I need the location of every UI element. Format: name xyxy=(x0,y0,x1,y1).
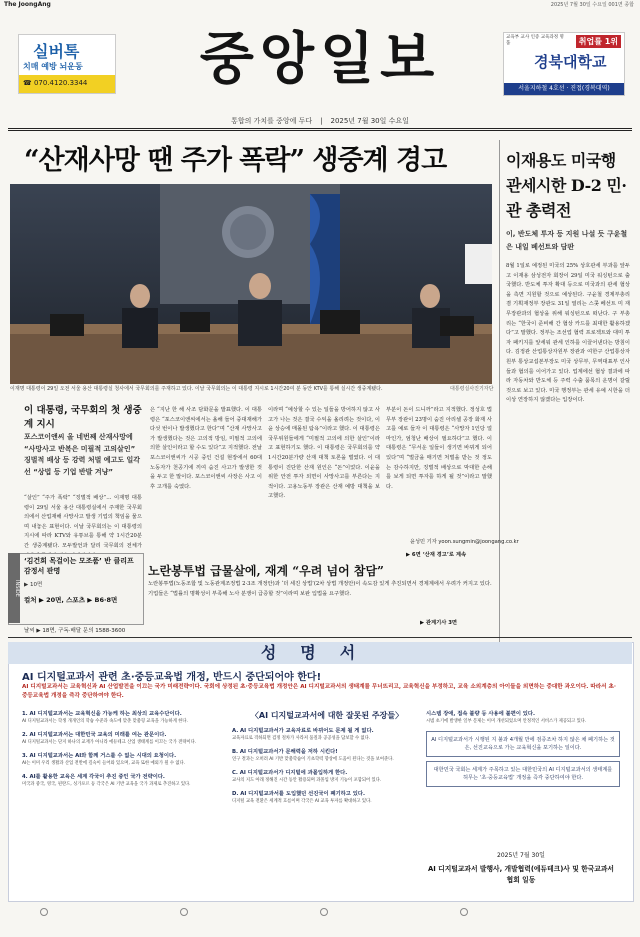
ad-silvertalk-tagline: 치매 예방 뇌운동 xyxy=(23,62,83,71)
registration-mark-icon xyxy=(460,908,468,916)
statement-point-body: AI 디지털교과서는 단지 하나의 교재가 아니라 에듀테크 산업 생태계를 이끄는 국가 전략이다. xyxy=(22,740,197,745)
lead-continue-link[interactable]: ▶ 6면 ‘산재 경고’로 계속 xyxy=(406,552,467,558)
statement-callout-1: AI 디지털교과서가 시행된 지 불과 4개월 만에 검증조차 하지 않은 채 폐기하는 것은, 선진교육으로 가는 교육혁신을 포기하는 일이다. xyxy=(426,731,620,757)
cabinet-meeting-photo xyxy=(10,184,492,384)
masthead-rule xyxy=(8,128,632,129)
statement-myth-heading: D. AI 디지털교과서를 도입했던 선진국이 폐기하고 있다. xyxy=(232,791,366,797)
statement-myth xyxy=(232,769,422,784)
statement-myth xyxy=(232,790,422,805)
statement-myth-heading: 시스템 장애, 접속 불량 등 사용에 불편이 있다. xyxy=(426,711,536,717)
statement-myths-heading: 〈AI 디지털교과서에 대한 잘못된 주장들〉 xyxy=(250,711,404,720)
statement-myth xyxy=(426,710,620,725)
statement-myth-body: 교사의 지도 아래 정해진 시간 동안 활용되며 과몰입 방지 기능이 포함되어 있다. xyxy=(232,778,382,783)
statement-myth-body: 교육자료로 격하되면 검정 절차가 사라져 품질과 공공성을 담보할 수 없다. xyxy=(232,736,371,741)
statement-myth xyxy=(232,727,422,742)
statement-myth-body: 시범 초기에 발생한 일부 문제는 이미 개선되었으며 안정적인 서비스가 제공되고 있다. xyxy=(426,719,587,724)
statement-myth-heading: B. AI 디지털교과서가 문해력을 저하 시킨다! xyxy=(232,749,338,755)
statement-point xyxy=(22,773,222,788)
second-story-headline[interactable]: 노란봉투법 급물살에, 재계 “우려 넘어 참담” xyxy=(148,564,384,578)
statement-myth-heading: C. AI 디지털교과서가 디지털에 과몰입하게 한다. xyxy=(232,770,348,776)
masthead-title[interactable]: 중앙일보 xyxy=(199,27,441,92)
lead-subhead: 포스코이앤씨 올 네번째 산재사망에 “사망사고 반복은 미필적 고의살인” 징벌적 배상 등 강력 처벌 예고도 일각선 “상법 등 기업 반발 겨냥” xyxy=(24,433,141,476)
ad-university[interactable] xyxy=(503,32,625,96)
issue-date: 2025년 7월 30일 수요일 xyxy=(330,117,409,125)
slogan-text: 통합의 가치를 중앙에 두다 xyxy=(231,117,313,125)
right-story-subhead: 이, 반도체 투자 등 지원 나설 듯 구윤철은 내일 베선트와 담판 xyxy=(506,230,628,251)
statement-signer: AI 디지털교과서 발행사, 개발협력(에듀테크)사 및 한국교과서협회 일동 xyxy=(428,865,614,884)
lead-body-col1: “살인” “주가 폭락” “징벌적 배상”… 이재명 대통령이 29일 서울 용산 대통령실에서 주재한 국무회의에서 산업재해 사망사고 발생 기업의 책임을 물으며 내놓은 표현이다. 이날 국무회의는 이 대통령의 지시에 따라 KTV와 유튜브를 통해 약 1시간20분간 생중계됐다. 모두발언과 달리 국무회의 전체가 xyxy=(24,495,142,549)
statement-myth-heading: A. AI 디지털교과서가 교육자료로 바뀌어도 문제 될 게 없다. xyxy=(232,728,374,734)
photo-credit: 대통령실사진기자단 xyxy=(450,386,494,392)
main-headline[interactable]: “산재사망 땐 주가 폭락” 생중계 경고 xyxy=(24,145,447,176)
statement-myth-body: 디지털 교육 전환은 세계적 흐름이며 각국은 AI 교육 투자를 확대하고 있다. xyxy=(232,799,372,804)
statement-right xyxy=(426,710,620,787)
statement-callout-2: 대한민국 국회는 세계가 주목하고 있는 대한민국의 AI 디지털교과서의 생태계를 허무는 ‘초·중등교육법’ 개정을 즉각 중단하여야 한다. xyxy=(426,761,620,787)
right-story-headline[interactable]: 이재용도 미국행 관세시한 D-2 민·관 총력전 xyxy=(506,151,627,220)
lead-title[interactable]: 이 대통령, 국무회의 첫 생중계 지시 xyxy=(24,405,142,430)
statement-point-heading: 3. AI 디지털교과서는 AI와 함께 거스를 수 없는 시대의 요청이다. xyxy=(22,753,177,759)
statement-myth xyxy=(232,748,422,763)
registration-mark-icon xyxy=(40,908,48,916)
masthead-slogan: 통합의 가치를 중앙에 두다 | 2025년 7월 30일 수요일 xyxy=(231,117,409,125)
masthead-rule-2 xyxy=(8,130,632,131)
statement-point-heading: 1. AI 디지털교과서는 교육혁신을 가능케 하는 최상의 교육수단이다. xyxy=(22,711,182,717)
ad-university-footer: 서울지하철 4호선 · 진접(경복대역) xyxy=(504,83,624,95)
statement-title: 성명서 xyxy=(8,642,632,664)
lead-body-col3: 이라며 “예상할 수 있는 일들을 방어하지 않고 사고가 나는 것은 결국 수익을 올리려는 것이다, 이윤 상승에 매몰된 탐욕”이라고 했다. 이 대통령은 국무위원들에게 “미필적 고의에 의한 살인”이라고 표현하기도 했다. 이 대통령은 국무회의를 약 1시간20분가량 산재 대책 토론을 벌였다. 이 대통령이 진단한 산재 원인은 “돈”이었다. 이윤을 위한 안전 투자 외면이 사망사고를 부른다는 지적이다. 고용노동부 장관은 산재 예방 대책을 보고했다. xyxy=(268,407,380,500)
second-story-body: 노란봉투법(노동조합 및 노동관계조정법 2·3조 개정안)과 ‘더 세진 상법’(2차 상법 개정안)이 속도감 있게 추진되면서 경제계에서 우려가 커지고 있다. 기업들은 “법률의 명확성이 부족해 노사 분쟁이 급증할 것”이라며 보완 입법을 요구했다. xyxy=(148,581,492,597)
photo-illustration xyxy=(10,184,492,384)
statement-heading: AI 디지털교과서 관련 초·중등교육법 개정, 반드시 중단되어야 한다! xyxy=(22,672,322,683)
registration-mark-icon xyxy=(320,908,328,916)
inside-item-2[interactable]: 컬처 ▶ 20면, 스포츠 ▶ B6·8면 xyxy=(24,596,118,604)
inside-item-1-page: ▶ 10면 xyxy=(24,582,43,588)
statement-point-heading: 4. AI를 활용한 교육은 세계 각국이 추진 중인 국가 전략이다. xyxy=(22,774,165,780)
weather-and-subscription: 날씨 ▶ 18면, 구독·배달 문의 1588-3600 xyxy=(24,628,126,634)
inside-label: INSIDE xyxy=(8,553,20,623)
statement-intro: AI 디지털교과서는 교육혁신과 AI 산업발전을 이끄는 국가 미래전략이다. 국회에 상정된 초·중등교육법 개정안은 AI 디지털교과서의 생태계를 무너뜨리고, 교육혁신을 부정하고, 교육 소외계층의 아이들을 외면하는 중대한 과오이다. 따라서 초·중등교육법 개정을 즉각 중단하여야 한다. xyxy=(22,684,617,699)
statement-point xyxy=(22,731,222,746)
statement-point xyxy=(22,752,222,767)
ad-silvertalk-brand: 실버톡 xyxy=(33,42,80,61)
ad-university-line: 교육부 교사 인증 교육과정 명품 xyxy=(506,35,564,46)
print-marks xyxy=(0,906,640,918)
right-story-body: 8월 1일로 예정된 미국의 25% 상호관세 부과를 앞두고 이재용 삼성전자 회장이 29일 미국 워싱턴으로 출국했다. 반도체 투자 확대 등으로 미국과의 관세 협상을 측면 지원할 것으로 예상된다. 구윤철 경제부총리 겸 기획재정부 장관도 31일 열리는 스콧 베선트 미 재무장관과의 협상을 위해 워싱턴으로 떠난다. 구 부총리는 “한국이 준비해 간 협상 카드를 최대한 활용하겠다”고 말했다. 정부는 조선업 협력 프로젝트와 대미 투자 패키지를 앞세워 관세 인하를 이끌어낸다는 방침이다. 김정관 산업통상자원부 장관과 여한구 산업통상자원부 통상교섭본부장도 미국 상무부, 무역대표부 인사들과 협의를 이어가고 있다. 업계에선 협상 결과에 따라 자동차와 반도체 등 주력 수출 품목의 운명이 갈릴 것으로 보고 있다. 미국 행정부는 관세 유예 시한을 더 이상 연장하지 않겠다는 입장이다. xyxy=(506,263,630,404)
statement-points xyxy=(22,710,222,794)
statement-myth-body: 연구 결과는 오히려 AI 기반 맞춤학습이 기초학력 향상에 도움이 된다는 것을 보여준다. xyxy=(232,757,394,762)
statement-point-body: 미국과 중국, 영국, 핀란드, 싱가포르 등 각국은 AI 기반 교육을 국가 과제로 추진하고 있다. xyxy=(22,782,191,787)
inside-item-1[interactable]: ‘김건희 목걸이는 모조품’ 반 클리프 감정서 판명 xyxy=(24,557,134,575)
ad-silvertalk[interactable] xyxy=(18,34,116,94)
statement-point-body: AI는 이미 우리 생활과 산업 전반에 깊숙이 들어와 있으며, 교육 또한 예외가 될 수 없다. xyxy=(22,761,186,766)
second-story-link[interactable]: ▶ 관계기사 3면 xyxy=(420,620,458,626)
photo-caption: 이재명 대통령이 29일 오전 서울 용산 대통령실 청사에서 국무회의를 주재하고 있다. 이날 국무회의는 이 대통령 지시로 1시간20여 분 동안 KTV를 통해 실시간 생중계됐다. xyxy=(10,386,383,392)
statement-point-heading: 2. AI 디지털교과서는 대한민국 교육의 미래를 여는 관문이다. xyxy=(22,732,167,738)
brand-mark: The JoongAng xyxy=(4,1,51,8)
ad-divider xyxy=(8,637,632,638)
statement-point-body: AI 디지털교과서는 학생 개개인의 학습 수준과 속도에 맞춘 맞춤형 교육을 가능하게 한다. xyxy=(22,719,188,724)
statement-date: 2025년 7월 30일 xyxy=(497,852,545,859)
statement-point xyxy=(22,710,222,725)
lead-body-col2: 은 “지난 한 해 사조 담화문을 발표했다. 이 대통령은 “포스코이앤씨에서는 올해 들어 중대재해가 다섯 번이나 발생했다고 한다”며 “산재 사망사고가 발생했다는 것은 고의적 방임, 미필적 고의에 의한 살인이라고 할 수도 있다”고 지적했다. 전날 포스코이앤씨가 시공 중인 건설 현장에서 60대 노동자가 천공기에 끼여 숨진 사고가 발생한 것을 두고 한 말이다. 포스코이앤씨 사장은 사고 이후 고개를 숙였다. xyxy=(150,407,262,490)
registration-mark-icon xyxy=(180,908,188,916)
print-info: 2025년 7월 30일 수요일 001면 종합 xyxy=(550,2,634,8)
ad-silvertalk-phone: ☎ 070.4120.3344 xyxy=(23,79,88,87)
ad-university-name: 경북대학교 xyxy=(534,53,607,71)
ad-university-badge: 취업률 1위 xyxy=(576,35,621,48)
lead-byline: 윤성민 기자 yoon.sungmin@joongang.co.kr xyxy=(410,539,519,545)
lead-body-col4: 부분이 돈이 드니까”라고 지적했다. 정성호 법무부 장관이 23명이 숨진 아리셀 공장 화재 사고를 예로 들자 이 대통령은 “사망자 1인당 얼마인가, 엄청난 배상이 필요하다”고 했다. 이 대통령은 “무서운 일들이 생기면 바뀌게 되어 있다”며 “벌금을 매기면 처벌을 받는 것 정도는 감수하지만, 징벌적 배상으로 막대한 손해를 보게 되면 투자를 하게 될 것”이라고 말했다. xyxy=(386,407,492,490)
statement-myths xyxy=(232,710,422,811)
